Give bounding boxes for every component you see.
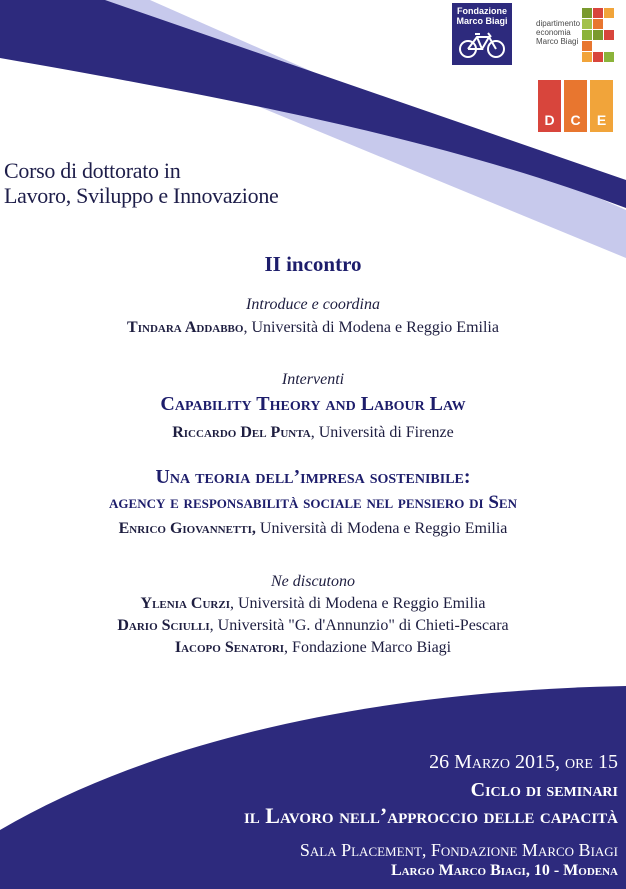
talk1-title: Capability Theory and Labour Law	[160, 393, 466, 415]
talk2-title-line2: agency e responsabilità sociale nel pensiero di Sen	[109, 492, 517, 513]
course-title	[4, 158, 279, 208]
talk1-affiliation: , Università di Firenze	[310, 424, 454, 441]
dce-letter-e: E	[596, 112, 607, 128]
dce-letter-c: C	[570, 112, 581, 128]
fondazione-logo-line1: Fondazione	[457, 6, 507, 16]
discussant-name: Iacopo Senatori	[174, 639, 285, 656]
discussant-name: Ylenia Curzi	[140, 595, 230, 612]
fondazione-logo	[452, 3, 512, 65]
discussant-affiliation: , Fondazione Marco Biagi	[284, 639, 452, 656]
dce-letter-d: D	[544, 112, 555, 128]
series-line2: il Lavoro nell’approccio delle capacità	[243, 803, 618, 828]
talk1-speaker: Riccardo Del Punta	[172, 424, 311, 441]
talk2-speaker-line	[0, 520, 626, 538]
intro-affiliation: , Università di Modena e Reggio Emilia	[243, 319, 499, 336]
event-venue: Sala Placement, Fondazione Marco Biagi	[299, 840, 618, 860]
talk1-speaker-line	[0, 424, 626, 442]
series-line1: Ciclo di seminari	[470, 779, 618, 801]
course-line1: Corso di dottorato in	[4, 158, 181, 183]
talk2-speaker: Enrico Giovannetti,	[118, 520, 256, 537]
dept-logo-line1: dipartimento	[536, 19, 581, 28]
dce-block-e	[590, 80, 613, 132]
intro-label: Introduce e coordina	[246, 296, 380, 313]
talk2-affiliation: Università di Modena e Reggio Emilia	[255, 520, 508, 537]
discussant-line	[0, 617, 626, 635]
discussant-line	[0, 639, 626, 657]
fondazione-logo-line2: Marco Biagi	[456, 16, 508, 26]
discussant-name: Dario Sciulli	[117, 617, 210, 634]
dce-block-c	[564, 80, 587, 132]
event-address: Largo Marco Biagi, 10 - Modena	[390, 862, 618, 879]
intro-line	[0, 319, 626, 337]
dce-logo	[538, 80, 613, 132]
dept-logo-line2: economia	[536, 28, 571, 37]
discussants-label: Ne discutono	[271, 573, 355, 590]
event-date: 26 Marzo 2015, ore 15	[429, 751, 618, 773]
dce-block-d	[538, 80, 561, 132]
bicycle-icon	[458, 29, 506, 61]
dept-logo-line3: Marco Biagi	[536, 37, 579, 46]
intro-name: Tindara Addabbo	[127, 319, 244, 336]
discussant-affiliation: , Università "G. d'Annunzio" di Chieti-Pescara	[209, 617, 509, 634]
dept-logo-mosaic-icon	[582, 8, 616, 66]
discussant-line	[0, 595, 626, 613]
talks-label: Interventi	[281, 371, 345, 388]
course-line2: Lavoro, Sviluppo e Innovazione	[4, 183, 279, 208]
talk2-title-line1: Una teoria dell’impresa sostenibile:	[155, 466, 471, 488]
discussant-affiliation: , Università di Modena e Reggio Emilia	[229, 595, 486, 612]
meeting-title: II incontro	[264, 252, 362, 276]
